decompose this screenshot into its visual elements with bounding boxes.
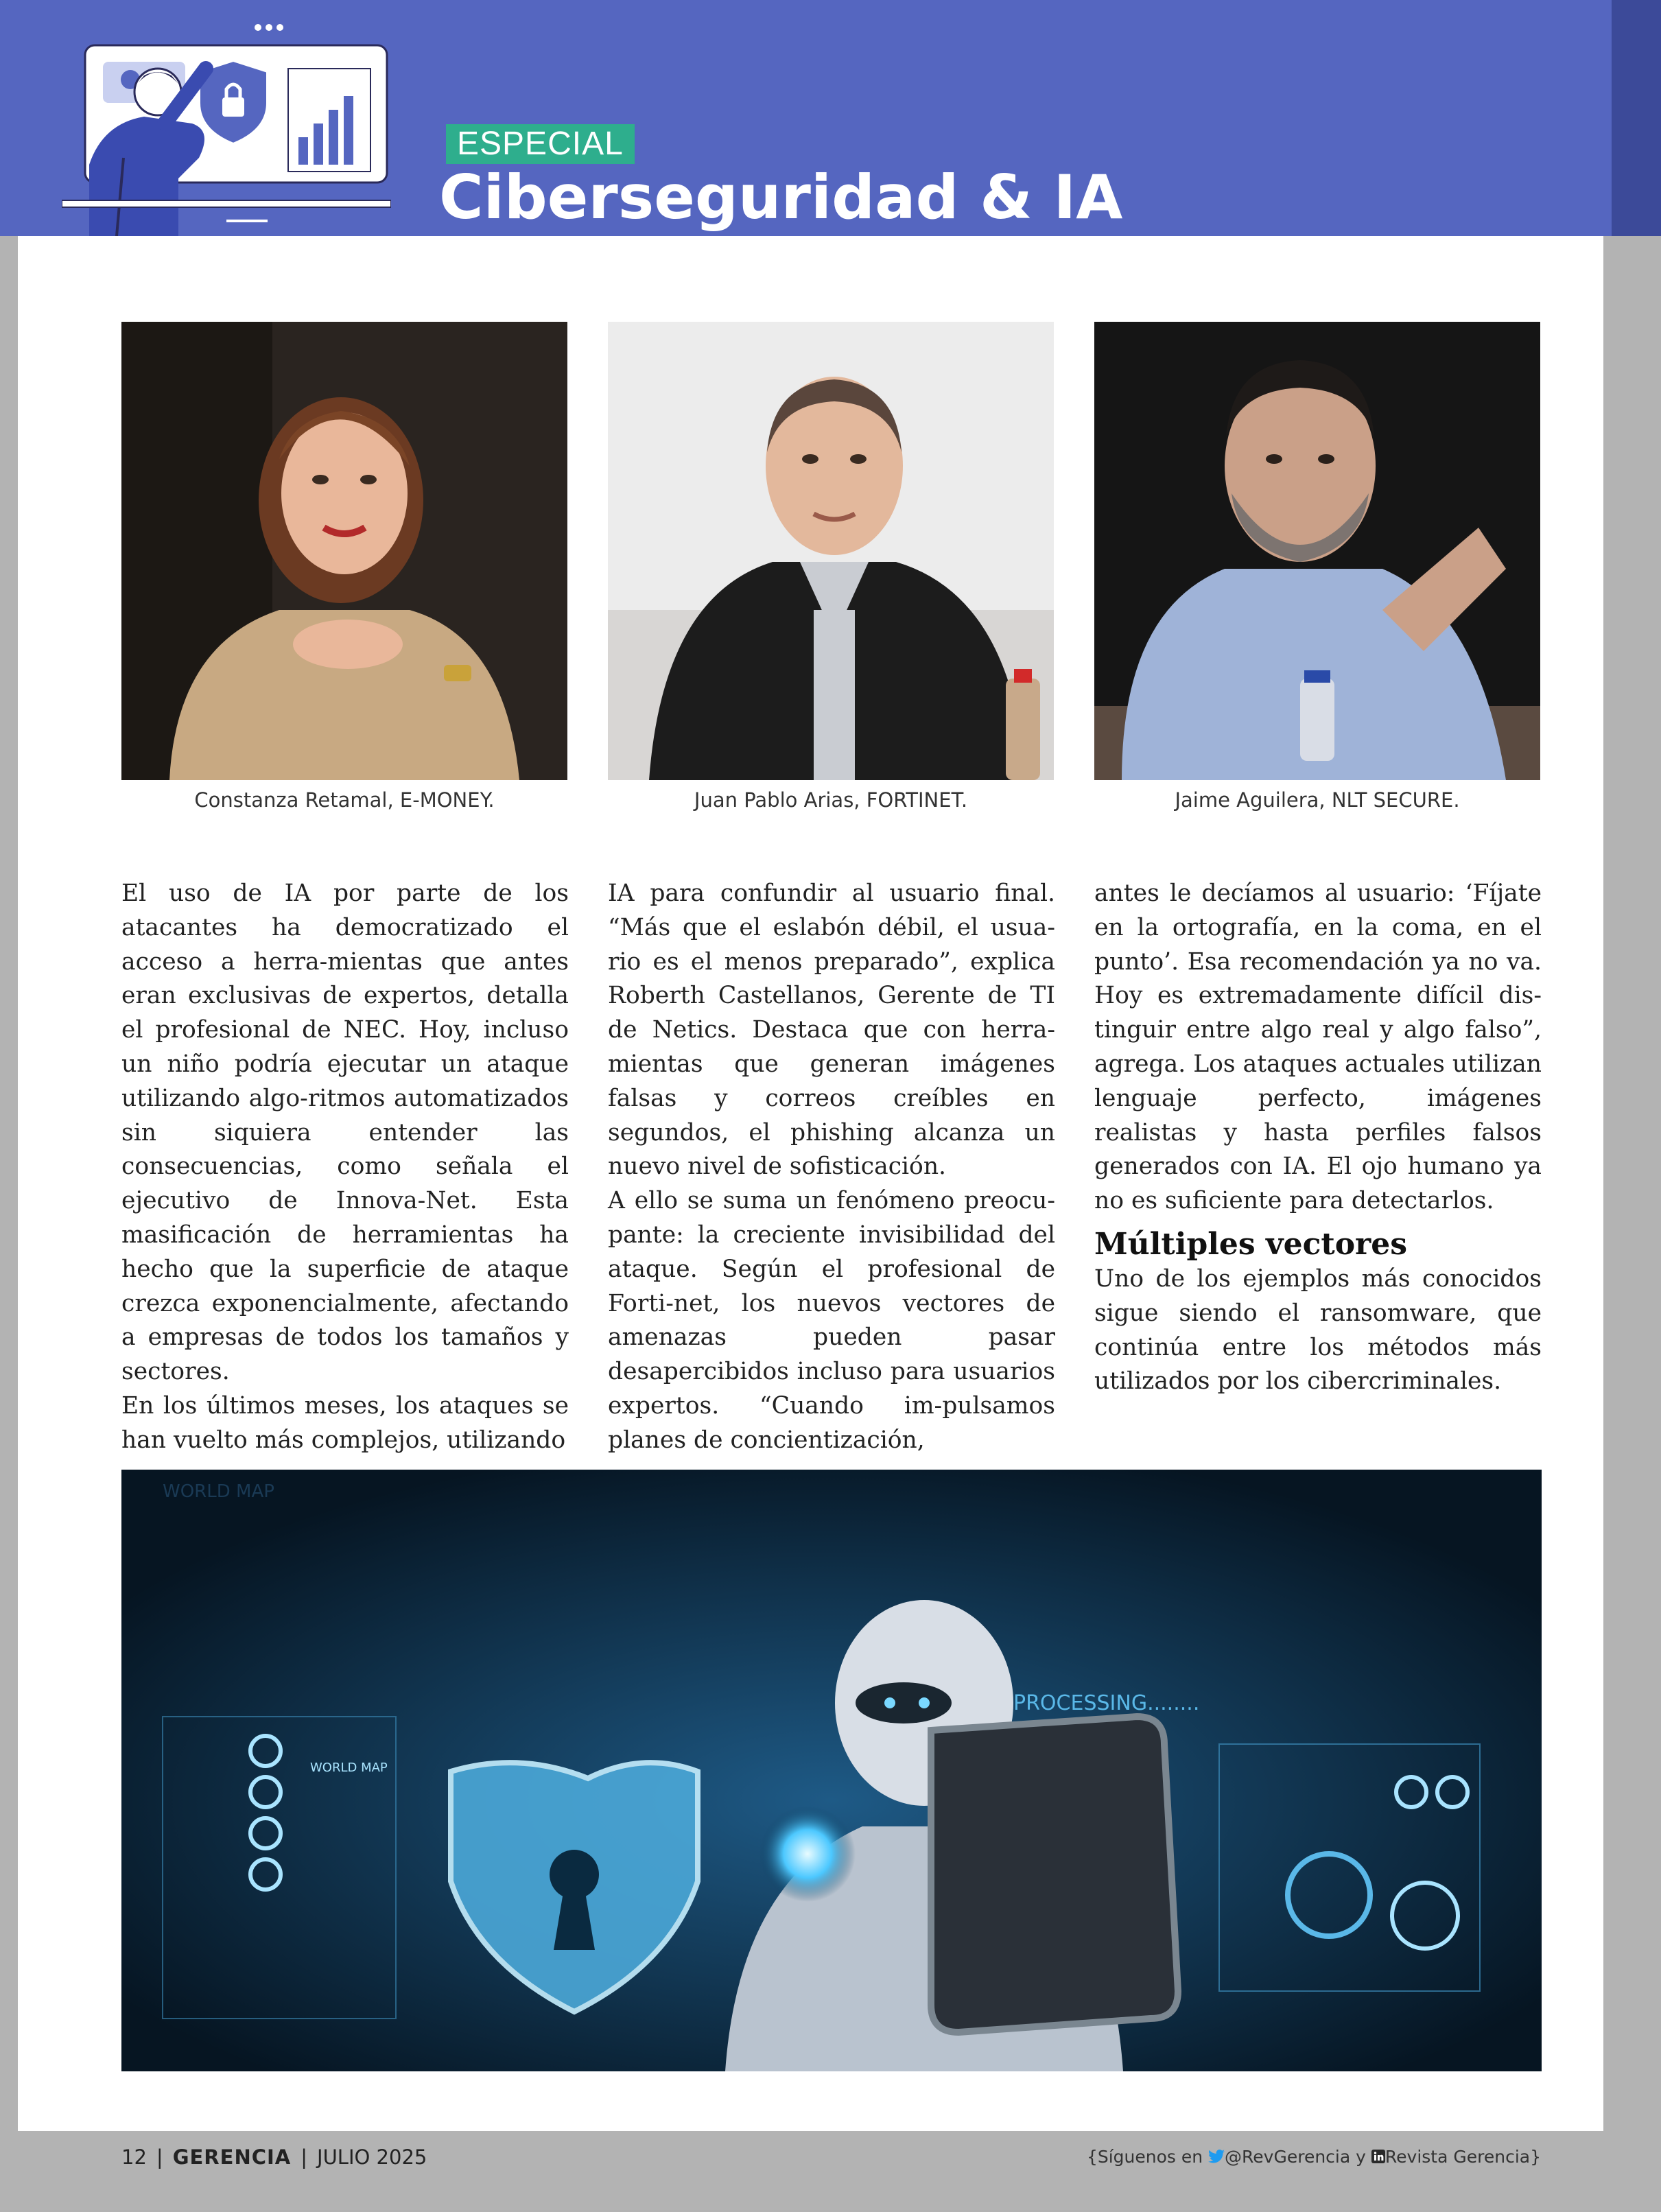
follow-prefix: {Síguenos en	[1086, 2147, 1203, 2167]
photo-jaime-aguilera	[1094, 322, 1540, 780]
article-column-3	[1094, 877, 1542, 1399]
article-column-2	[608, 877, 1055, 1458]
photo-constanza-retamal	[121, 322, 567, 780]
paragraph: antes le decíamos al usuario: ‘Fíjate en la ortografía, en la coma, en el punto’. Esa recomendación ya no va. Hoy es extremadamente difícil dis-tinguir entre algo real y algo falso”, agrega. Los ataques actuales utilizan lenguaje perfecto, imágenes realistas y hasta perfiles falsos generados con IA. El ojo humano ya no es suficiente para detectarlos.	[1094, 880, 1542, 1215]
social-follow	[1087, 2143, 1541, 2172]
page-title: Ciberseguridad & IA	[439, 162, 1123, 233]
photo-caption: Constanza Retamal, E-MONEY.	[194, 788, 495, 812]
header-band-edge	[1612, 0, 1661, 236]
page-number: 12	[121, 2145, 147, 2169]
photo-caption: Juan Pablo Arias, FORTINET.	[694, 788, 968, 812]
footer-separator: |	[156, 2145, 163, 2169]
twitter-handle[interactable]: @RevGerencia	[1225, 2147, 1351, 2167]
paragraph: A ello se suma un fenómeno preocu-pante: la creciente invisibilidad del ataque. Según el profesional de Forti-net, los nuevos vectores de amenazas pueden pasar desapercibidos incluso para usuarios expertos. “Cuando im-pulsamos planes de concientización,	[608, 1187, 1055, 1454]
world-map-label: WORLD MAP	[310, 1761, 388, 1775]
linkedin-icon[interactable]	[1371, 2144, 1385, 2172]
paragraph: El uso de IA por parte de los atacantes ha democratizado el acceso a herra-mientas que antes eran exclusivas de expertos, detalla el profesional de NEC. Hoy, incluso un niño podría ejecutar un ataque utilizando algo-ritmos automatizados sin siquiera entender las consecuencias, como señala el ejecutivo de Innova-Net. Esta masificación de herramientas ha hecho que la superficie de ataque crezca exponencialmente, afectando a empresas de todos los tamaños y sectores.	[121, 880, 569, 1386]
world-map-label-faded: WORLD MAP	[163, 1481, 274, 1502]
section-badge: ESPECIAL	[446, 124, 635, 164]
twitter-icon[interactable]	[1208, 2144, 1225, 2172]
conjunction: y	[1356, 2147, 1366, 2167]
linkedin-name[interactable]: Revista Gerencia}	[1385, 2147, 1541, 2167]
processing-label: PROCESSING........	[1013, 1691, 1200, 1715]
photo-juan-pablo-arias	[608, 322, 1054, 780]
article-column-1	[121, 877, 569, 1458]
paragraph: En los últimos meses, los ataques se han vuelto más complejos, utilizando	[121, 1391, 569, 1454]
issue-date: JULIO 2025	[317, 2145, 427, 2169]
magazine-name: GERENCIA	[172, 2145, 292, 2169]
robot-security-hero-image	[121, 1470, 1542, 2071]
page-footer	[121, 2143, 427, 2171]
photo-caption: Jaime Aguilera, NLT SECURE.	[1175, 788, 1460, 812]
paragraph: IA para confundir al usuario final. “Más que el eslabón débil, el usua-rio es el menos preparado”, explica Roberth Castellanos, Gerente de TI de Netics. Destaca que con herra-mientas que generan imágenes falsas y correos creíbles en segundos, el phishing alcanza un nuevo nivel de sofisticación.	[608, 880, 1055, 1181]
footer-separator: |	[301, 2145, 308, 2169]
security-dashboard-illustration	[62, 21, 391, 236]
paragraph: Uno de los ejemplos más conocidos sigue siendo el ransomware, que continúa entre los métodos más utilizados por los cibercriminales.	[1094, 1264, 1542, 1396]
subheading: Múltiples vectores	[1094, 1226, 1407, 1262]
